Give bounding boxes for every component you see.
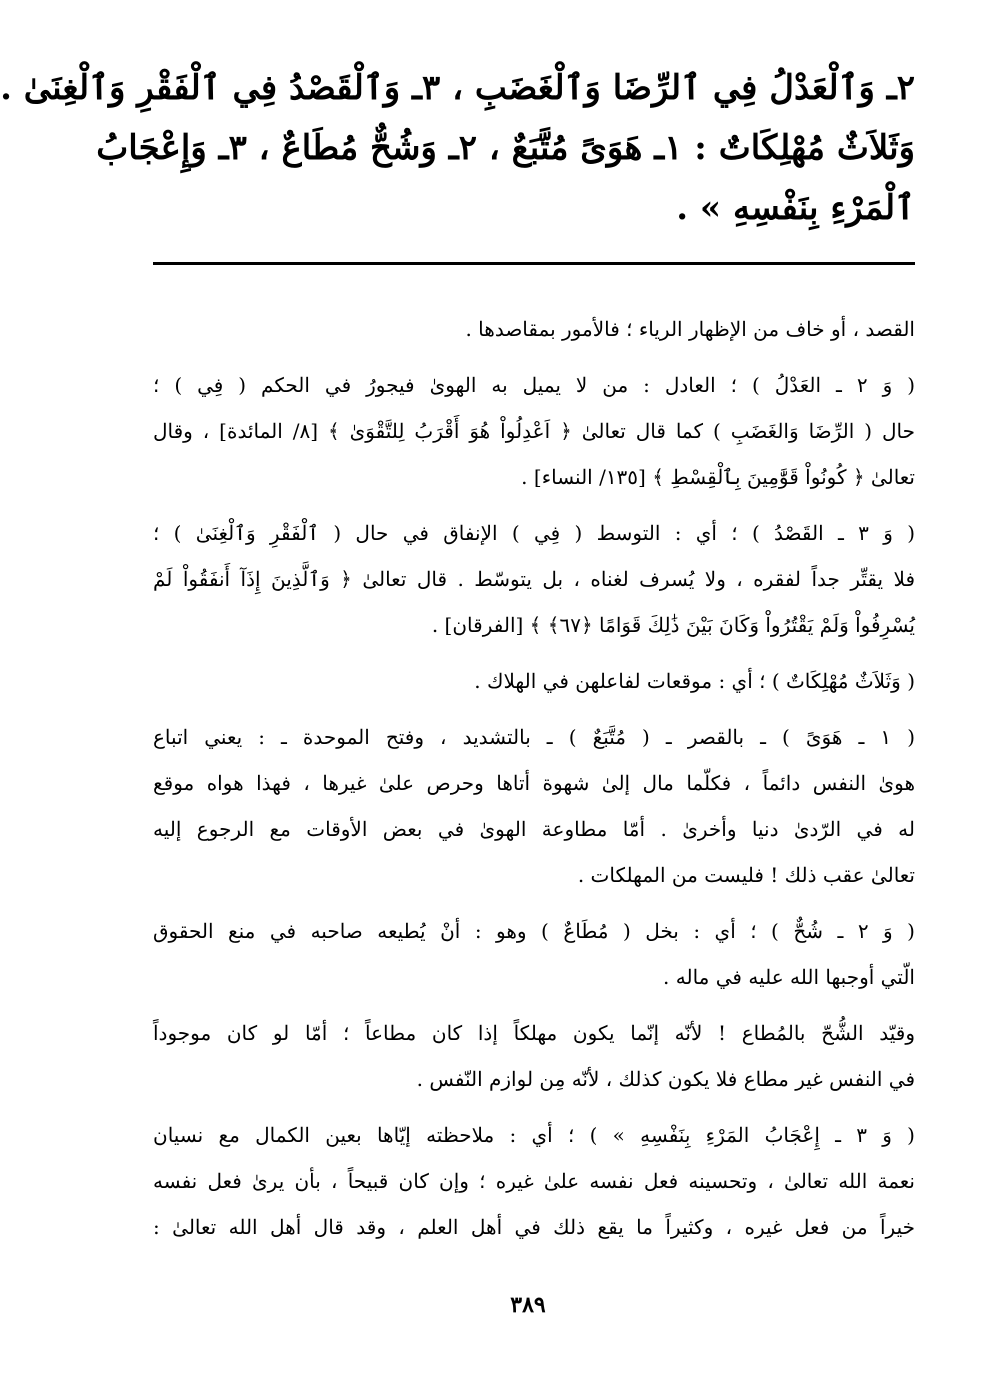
commentary-line: ( وَ ٣ ـ إِعْجَابُ المَرْءِ بِنَفْسِهِ » ) ؛ أي : ملاحظته إيّاها بعين الكمال مع نسيان xyxy=(153,1123,915,1147)
commentary-paragraph xyxy=(153,908,915,1000)
commentary-line: ( وَ ٣ ـ القَصْدُ ) ؛ أي : التوسط ( فِي ) الإنفاق في حال ( ٱلْفَقْرِ وَٱلْغِنَىٰ ) ؛ xyxy=(153,521,915,545)
hadith-line: ٱلْمَرْءِ بِنَفْسِهِ » . xyxy=(676,188,915,228)
commentary-line: ( وَ ٢ ـ شُحٌّ ) ؛ أي : بخل ( مُطَاعٌ ) وهو : أنْ يُطيعه صاحبه في منع الحقوق xyxy=(153,919,915,943)
commentary-line: ( وَثَلاَثٌ مُهْلِكَاتٌ ) ؛ أي : موقعات لفاعلهن في الهلاك . xyxy=(474,669,915,693)
commentary-line: نعمة الله تعالىٰ ، وتحسينه فعل نفسه علىٰ غيره ؛ وإن كان قبيحاً ، بأن يرىٰ فعل نفسه xyxy=(153,1169,915,1193)
commentary-line: تعالىٰ ﴿ كُونُواْ قَوَّٰمِينَ بِٱلْقِسْطِ ﴾ [١٣٥/ النساء] . xyxy=(521,465,915,489)
commentary-line: خيراً من فعل غيره ، وكثيراً ما يقع ذلك في أهل العلم ، وقد قال أهل الله تعالىٰ : xyxy=(153,1215,915,1239)
commentary-line: حال ( الرِّضَا وَالغَضَبِ ) كما قال تعالىٰ ﴿ اَعْدِلُواْ هُوَ أَقْرَبُ لِلتَّقْوَىٰ ﴾ [٨/ المائدة] ، وقال xyxy=(153,419,915,443)
commentary-line: له في الرّدىٰ دنيا وأخرىٰ . أمّا مطاوعة الهوىٰ في بعض الأوقات مع الرجوع إليه xyxy=(153,817,915,841)
commentary-paragraph xyxy=(153,1112,915,1250)
commentary-paragraph xyxy=(153,306,915,352)
section-separator xyxy=(153,262,915,265)
commentary-line: في النفس غير مطاع فلا يكون كذلك ، لأنّه مِن لوازم النّفس . xyxy=(416,1067,915,1091)
commentary-text xyxy=(153,306,915,1260)
commentary-paragraph xyxy=(153,658,915,704)
commentary-line: ( ١ ـ هَوَىً ) ـ بالقصر ـ ( مُتَّبَعٌ ) ـ بالتشديد ، وفتح الموحدة ـ : يعني اتباع xyxy=(153,725,915,749)
commentary-paragraph xyxy=(153,1010,915,1102)
hadith-text xyxy=(0,58,915,238)
commentary-line: القصد ، أو خاف من الإظهار الرياء ؛ فالأمور بمقاصدها . xyxy=(465,317,915,341)
hadith-line: وَثَلاَثٌ مُهْلِكَاتٌ : ١ـ هَوَىً مُتَّبَعٌ ، ٢ـ وَشُحٌّ مُطَاعٌ ، ٣ـ وَإِعْجَابُ xyxy=(96,128,915,168)
commentary-line: هوىٰ النفس دائماً ، فكلّما مال إلىٰ شهوة أتاها وحرص علىٰ غيرها ، فهذا هواه موقع xyxy=(153,771,915,795)
commentary-paragraph xyxy=(153,714,915,898)
commentary-line: يُسْرِفُواْ وَلَمْ يَقْتُرُواْ وَكَانَ بَيْنَ ذَٰلِكَ قَوَامًا ﴿٦٧﴾ ﴾ [الفرقان] . xyxy=(431,613,915,637)
commentary-line: الّتي أوجبها الله عليه في ماله . xyxy=(663,965,915,989)
hadith-line: ٢ـ وَٱلْعَدْلُ فِي ٱلرِّضَا وَٱلْغَضَبِ ، ٣ـ وَٱلْقَصْدُ فِي ٱلْفَقْرِ وَٱلْغِنَىٰ . xyxy=(0,68,915,108)
commentary-paragraph xyxy=(153,362,915,500)
commentary-line: وقيّد الشُّحّ بالمُطاع ! لأنّه إنّما يكون مهلكاً إذا كان مطاعاً ؛ أمّا لو كان موجوداً xyxy=(153,1021,915,1045)
commentary-line: فلا يقتِّر جداً لفقره ، ولا يُسرف لغناه ، بل يتوسّط . قال تعالىٰ ﴿ وَٱلَّذِينَ إِذَآ أَنفَقُواْ لَمْ xyxy=(153,567,915,591)
commentary-line: ( وَ ٢ ـ العَدْلُ ) ؛ العادل : من لا يميل به الهوىٰ فيجورُ في الحكم ( فِي ) ؛ xyxy=(153,373,915,397)
commentary-paragraph xyxy=(153,510,915,648)
page-number: ٣٨٩ xyxy=(510,1292,546,1318)
commentary-line: تعالىٰ عقب ذلك ! فليست من المهلكات . xyxy=(577,863,915,887)
